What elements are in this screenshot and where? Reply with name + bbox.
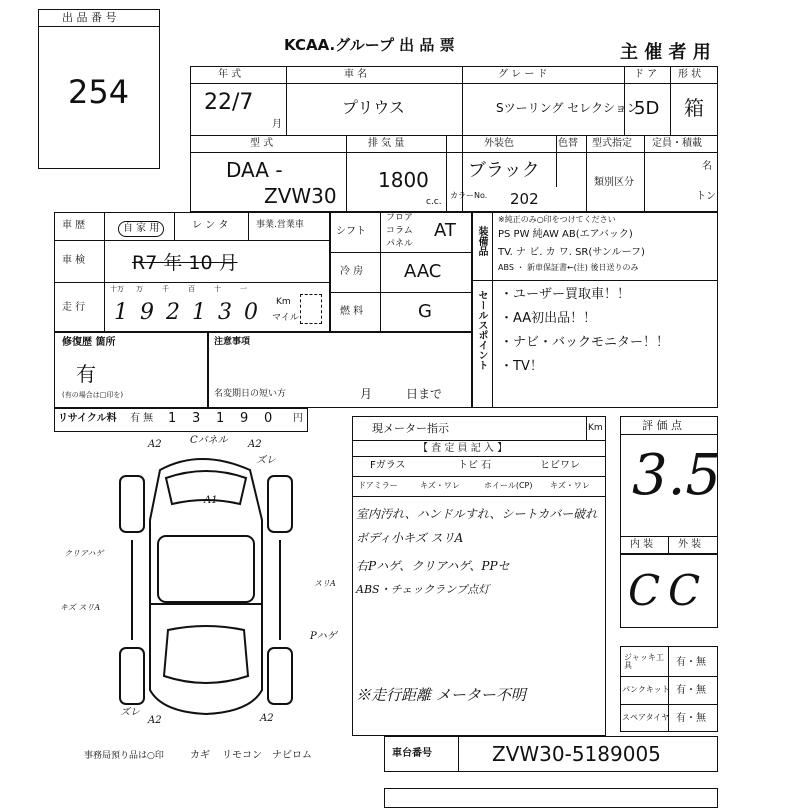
mirror-damage: キズ・ワレ — [420, 481, 460, 490]
mark-front-right: A2 — [248, 439, 262, 450]
recycle-unit: 円 — [293, 413, 303, 424]
mileage-unit-label: 百 — [188, 285, 195, 293]
sales-points-label: セールスポイント — [476, 290, 487, 370]
deadline-label: 名変期日の短い方 — [214, 389, 287, 399]
model-line2: ZVW30 — [264, 184, 337, 208]
mark-rear-left: A2 — [148, 715, 162, 726]
glass-crack: ヒビワレ — [540, 460, 580, 471]
lot-number: 254 — [68, 73, 130, 111]
keys-note: 事務局預り品は○印 — [84, 751, 164, 761]
doors-label: ド ア — [634, 69, 658, 80]
mark-front-gap: ズレ — [256, 455, 276, 466]
sales-point-3: ・ナビ・バックモニター！！ — [500, 335, 670, 350]
grade-value: Sツーリング セレクション — [496, 101, 639, 115]
ton-unit: トン — [696, 191, 716, 202]
model-label: 型 式 — [250, 138, 274, 149]
mileage-unit-label: 万 — [136, 285, 143, 293]
mileage-unit-label: 十 — [214, 285, 221, 293]
lot-label: 出 品 番 号 — [62, 11, 117, 24]
sheet-title: KCAA.グループ 出 品 票 — [284, 36, 455, 54]
mile-unit: マイル — [272, 313, 299, 323]
body-label: 形 状 — [678, 69, 702, 80]
deadline-day: 日まで — [406, 387, 443, 401]
usage-business[interactable]: 事業.営業車 — [256, 220, 304, 230]
ac-value: AAC — [404, 261, 442, 282]
inspector-note-3: 右Pハゲ、クリアハゲ、PPセ — [356, 559, 510, 573]
recycle-options[interactable]: 有 無 — [130, 413, 154, 424]
mark-right-paint: Pハゲ — [310, 631, 337, 642]
cc-unit: c.c. — [426, 197, 442, 207]
recycle-digit: 3 — [192, 411, 201, 426]
chassis-label: 車台番号 — [392, 748, 432, 759]
recycle-digit: 9 — [240, 411, 249, 426]
inspector-note-1: 室内汚れ、ハンドルすれ、シートカバー破れ — [356, 507, 598, 521]
navi-rom-item[interactable]: ナビロム — [272, 750, 312, 761]
mileage-digit: 0 — [244, 300, 258, 325]
bottom-box — [384, 788, 718, 808]
mark-front-left: A2 — [148, 439, 162, 450]
mileage-digit: 1 — [114, 300, 128, 325]
deadline-month: 月 — [360, 387, 373, 401]
inspection-value: R7 年 10 月 — [132, 252, 238, 274]
usage-rental[interactable]: レ ン タ — [192, 220, 229, 231]
equipment-note: ※純正のみ○印をつけてください — [498, 215, 616, 224]
meter-unit: Km — [588, 423, 603, 433]
car-name: プリウス — [342, 98, 405, 117]
color-value: ブラック — [468, 160, 540, 181]
remote-item[interactable]: リモコン — [222, 750, 262, 761]
glass-label: Fガラス — [370, 460, 406, 471]
usage-private[interactable]: 自 家 用 — [118, 221, 164, 237]
chassis-number: ZVW30-5189005 — [492, 742, 661, 766]
shift-label: シフト — [336, 226, 366, 237]
ac-label: 冷 房 — [340, 266, 364, 277]
shift-column[interactable]: コラム — [386, 226, 413, 236]
wheel-damage: キズ・ワレ — [550, 481, 590, 490]
recycle-digit: 1 — [168, 411, 177, 426]
fuel-value: G — [418, 301, 432, 322]
key-item[interactable]: カギ — [190, 750, 210, 761]
puncture-kit-value: 有・無 — [676, 685, 706, 696]
recycle-digit: 1 — [216, 411, 225, 426]
inspector-note-2: ボディ小キズ スリA — [356, 531, 464, 545]
mark-roof: A1 — [204, 495, 218, 506]
repair-value: 有 — [76, 362, 96, 386]
equipment-line3: ABS ・ 新車保証書←(注) 後日送りのみ — [498, 263, 639, 272]
shift-value: AT — [434, 220, 456, 241]
recycle-label: リサイクル料 — [58, 413, 117, 424]
mileage-digit: 2 — [166, 300, 180, 325]
sales-point-1: ・ユーザー買取車！！ — [500, 287, 631, 302]
mileage-unit-label: 十万 — [110, 285, 124, 293]
mark-left-scratch: キズ スリA — [60, 603, 101, 612]
equipment-line1: PS PW 純AW AB(エアバック) — [498, 229, 633, 240]
year-suffix: 月 — [272, 119, 282, 130]
puncture-kit-label: パンクキット — [622, 685, 670, 694]
mileage-digit: 3 — [218, 300, 232, 325]
inspector-note-4: ABS・チェックランプ点灯 — [356, 583, 490, 596]
notes-label: 注意事項 — [214, 337, 251, 347]
score-value: 3.5 — [632, 443, 722, 508]
meter-label: 現メーター指示 — [372, 422, 449, 435]
doors-value: 5D — [634, 98, 660, 119]
glass-chip: トビ 石 — [458, 460, 492, 471]
equipment-line2: TV. ナ ビ. カ ワ. SR(サンルーフ) — [498, 247, 645, 258]
capacity-label: 定員・積載 — [652, 138, 702, 149]
repair-note: (有の場合は□印を) — [62, 391, 124, 399]
year-label: 年 式 — [218, 69, 242, 80]
mileage-label: 走 行 — [62, 302, 86, 313]
jack-label: ジャッキ工具 — [624, 653, 664, 670]
fuel-label: 燃 料 — [340, 306, 364, 317]
organizer-label: 主 催 者 用 — [620, 42, 711, 63]
score-label: 評 価 点 — [642, 419, 682, 432]
sales-point-2: ・AA初出品！！ — [500, 311, 597, 326]
km-unit: Km — [276, 297, 291, 307]
recycle-digit: 0 — [264, 411, 273, 426]
class-label: 類別区分 — [594, 177, 634, 188]
color-no-label: カラーNo. — [450, 191, 488, 200]
color-label: 外装色 — [484, 138, 514, 149]
mileage-digit: 9 — [140, 300, 154, 325]
mark-rear-right: A2 — [260, 713, 274, 724]
type-spec-label: 型式指定 — [592, 138, 632, 149]
mark-rear-gap: ズレ — [120, 707, 140, 718]
mileage-digit: 1 — [192, 300, 206, 325]
mark-left-clear: クリアハゲ — [64, 549, 104, 558]
person-unit: 名 — [702, 161, 712, 172]
sales-point-4: ・TV！ — [500, 359, 543, 374]
color-change-label: 色替 — [558, 138, 578, 149]
repair-label: 修復歴 箇所 — [62, 337, 116, 348]
spare-tire-value: 有・無 — [676, 713, 706, 724]
mileage-unit-label: 一 — [240, 285, 247, 293]
spare-tire-label: スペアタイヤ — [622, 713, 670, 722]
name-label: 車 名 — [344, 69, 368, 80]
model-line1: DAA - — [226, 158, 283, 182]
color-no: 202 — [510, 190, 539, 208]
interior-label: 内 装 — [630, 539, 654, 550]
grade-label: グ レ ー ド — [498, 69, 548, 80]
interior-grade: C — [628, 566, 661, 615]
inspector-title: 【 査 定 員 記 入 】 — [418, 443, 508, 454]
wheel-label: ホイール(CP) — [484, 481, 533, 490]
year-value: 22/7 — [204, 90, 254, 115]
mileage-unit-label: 千 — [162, 285, 169, 293]
exterior-grade: C — [668, 566, 701, 615]
history-label: 車 歴 — [62, 220, 86, 231]
inspection-label: 車 検 — [62, 255, 86, 266]
displacement-label: 排 気 量 — [368, 138, 405, 149]
mark-right-scratch: スリA — [314, 579, 336, 588]
body-value: 箱 — [684, 96, 704, 120]
jack-value: 有・無 — [676, 657, 706, 668]
mirror-label: ドアミラー — [358, 481, 398, 490]
inspector-bottom-note: ※走行距離 メーター不明 — [356, 686, 526, 704]
shift-panel[interactable]: パネル — [386, 239, 414, 249]
displacement-value: 1800 — [378, 168, 429, 192]
mark-front-panel: Cパネル — [190, 435, 228, 446]
equipment-label: 装備品 — [476, 226, 487, 256]
exterior-label: 外 装 — [678, 539, 702, 550]
shift-floor[interactable]: フロア — [386, 213, 414, 223]
